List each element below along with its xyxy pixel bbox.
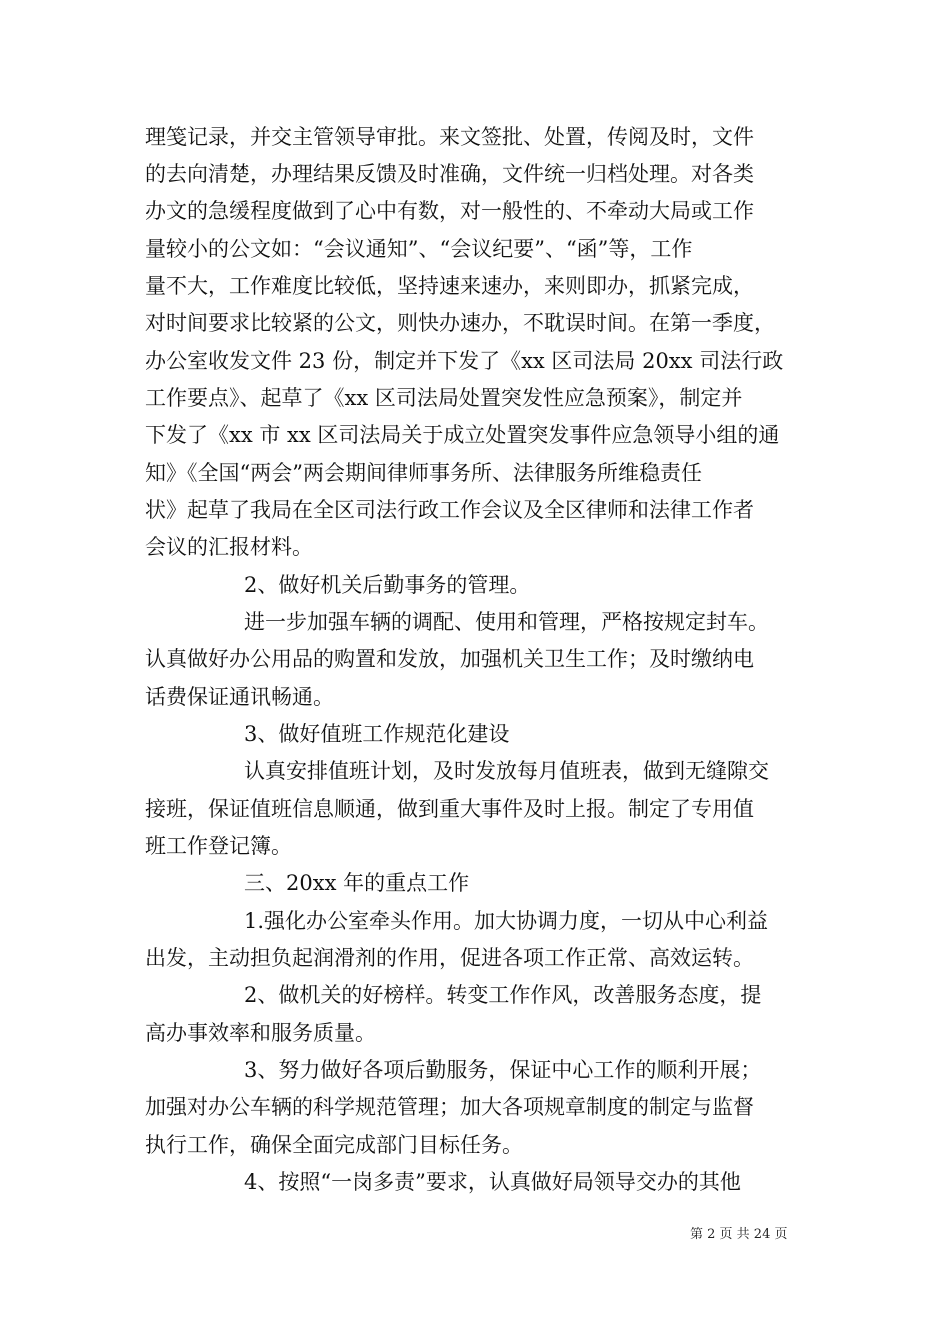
- section-heading: 2、做好机关后勤事务的管理。: [244, 573, 531, 597]
- text-line: 认真做好办公用品的购置和发放，加强机关卫生工作；及时缴纳电: [145, 647, 754, 671]
- text-line: 状》起草了我局在全区司法行政工作会议及全区律师和法律工作者: [145, 498, 754, 522]
- text-line: 工作要点》、起草了《xx 区司法局处置突发性应急预案》，制定并: [145, 386, 743, 410]
- text-line: 话费保证通讯畅通。: [145, 685, 334, 709]
- text-line: 接班，保证值班信息顺通，做到重大事件及时上报。制定了专用值: [145, 797, 754, 821]
- text-line: 量不大，工作难度比较低，坚持速来速办，来则即办，抓紧完成，: [145, 274, 754, 298]
- page-number: 第 2 页 共 24 页: [690, 1227, 788, 1242]
- text-line: 量较小的公文如：“会议通知”、“会议纪要”、“函”等，工作: [145, 237, 693, 261]
- text-line: 办公室收发文件 23 份，制定并下发了《xx 区司法局 20xx 司法行政: [145, 349, 784, 373]
- text-line: 班工作登记簿。: [145, 834, 292, 858]
- text-line: 理笺记录，并交主管领导审批。来文签批、处置，传阅及时，文件: [145, 125, 754, 149]
- text-line: 2、做机关的好榜样。转变工作作风，改善服务态度，提: [244, 983, 762, 1007]
- text-line: 知》《全国“两会”两会期间律师事务所、法律服务所维稳责任: [145, 461, 702, 485]
- text-line: 会议的汇报材料。: [145, 535, 313, 559]
- section-heading: 3、做好值班工作规范化建设: [244, 722, 510, 746]
- text-line: 认真安排值班计划，及时发放每月值班表，做到无缝隙交: [244, 759, 769, 783]
- text-line: 执行工作，确保全面完成部门目标任务。: [145, 1133, 523, 1157]
- text-line: 下发了《xx 市 xx 区司法局关于成立处置突发事件应急领导小组的通: [145, 423, 780, 447]
- text-line: 3、努力做好各项后勤服务，保证中心工作的顺利开展；: [244, 1058, 762, 1082]
- text-line: 高办事效率和服务质量。: [145, 1021, 376, 1045]
- text-line: 出发，主动担负起润滑剂的作用，促进各项工作正常、高效运转。: [145, 946, 754, 970]
- text-line: 4、按照“一岗多责”要求，认真做好局领导交办的其他: [244, 1170, 741, 1194]
- text-line: 1.强化办公室牵头作用。加大协调力度，一切从中心利益: [244, 909, 769, 933]
- text-line: 的去向清楚，办理结果反馈及时准确，文件统一归档处理。对各类: [145, 162, 754, 186]
- section-heading: 三、20xx 年的重点工作: [244, 871, 470, 895]
- text-line: 加强对办公车辆的科学规范管理；加大各项规章制度的制定与监督: [145, 1095, 754, 1119]
- text-line: 办文的急缓程度做到了心中有数，对一般性的、不牵动大局或工作: [145, 199, 754, 223]
- text-line: 对时间要求比较紧的公文，则快办速办，不耽误时间。在第一季度，: [145, 311, 775, 335]
- text-line: 进一步加强车辆的调配、使用和管理，严格按规定封车。: [244, 610, 769, 634]
